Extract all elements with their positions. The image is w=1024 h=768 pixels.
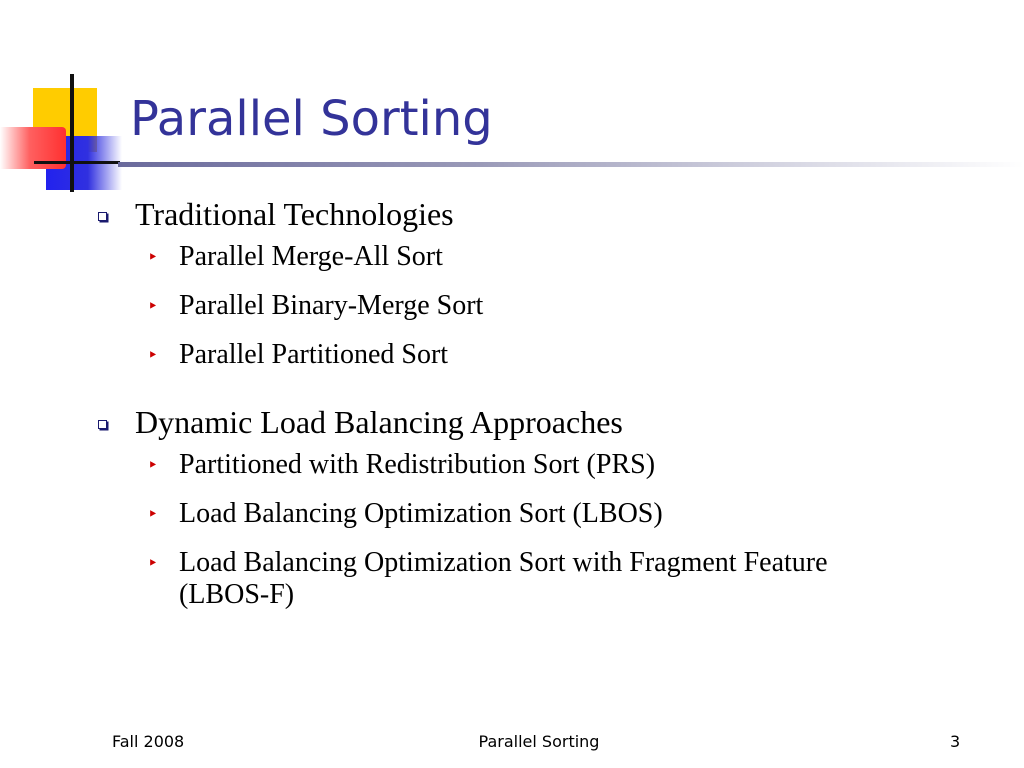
chevron-right-icon: ‣ <box>148 297 158 315</box>
chevron-right-icon: ‣ <box>148 554 158 572</box>
slide-content <box>96 193 996 625</box>
chevron-right-icon: ‣ <box>148 248 158 266</box>
list-item-text: Parallel Partitioned Sort <box>179 339 449 370</box>
footer-page-number: 3 <box>950 732 961 751</box>
section-heading <box>96 401 996 443</box>
title-underline-rule <box>118 162 1024 167</box>
list-item <box>96 241 996 273</box>
list-item <box>96 498 996 530</box>
section-heading-text: Traditional Technologies <box>135 196 454 232</box>
chevron-right-icon: ‣ <box>148 456 158 474</box>
chevron-right-icon: ‣ <box>148 505 158 523</box>
section-heading-text: Dynamic Load Balancing Approaches <box>135 404 623 440</box>
slide-title: Parallel Sorting <box>130 91 493 147</box>
section-dynamic-load-balancing <box>96 401 996 611</box>
template-logo-graphic <box>0 0 130 200</box>
list-item-text: Parallel Binary-Merge Sort <box>179 290 484 321</box>
footer-date: Fall 2008 <box>112 732 185 751</box>
chevron-right-icon: ‣ <box>148 346 158 364</box>
list-item <box>96 449 996 481</box>
list-item-text: Parallel Merge-All Sort <box>179 241 443 272</box>
logo-horizontal-line <box>34 161 120 164</box>
list-item <box>96 339 996 371</box>
list-item <box>96 290 996 322</box>
list-item-text: Partitioned with Redistribution Sort (PRS) <box>179 449 656 480</box>
square-bullet-icon <box>98 420 107 429</box>
section-heading <box>96 193 996 235</box>
footer-title: Parallel Sorting <box>478 732 600 751</box>
square-bullet-icon <box>98 212 107 221</box>
list-item-text: Load Balancing Optimization Sort with Fragment Feature (LBOS-F) <box>179 547 828 610</box>
list-item-text: Load Balancing Optimization Sort (LBOS) <box>179 498 663 529</box>
logo-vertical-line <box>70 74 74 192</box>
section-traditional-technologies <box>96 193 996 371</box>
list-item <box>96 547 919 611</box>
